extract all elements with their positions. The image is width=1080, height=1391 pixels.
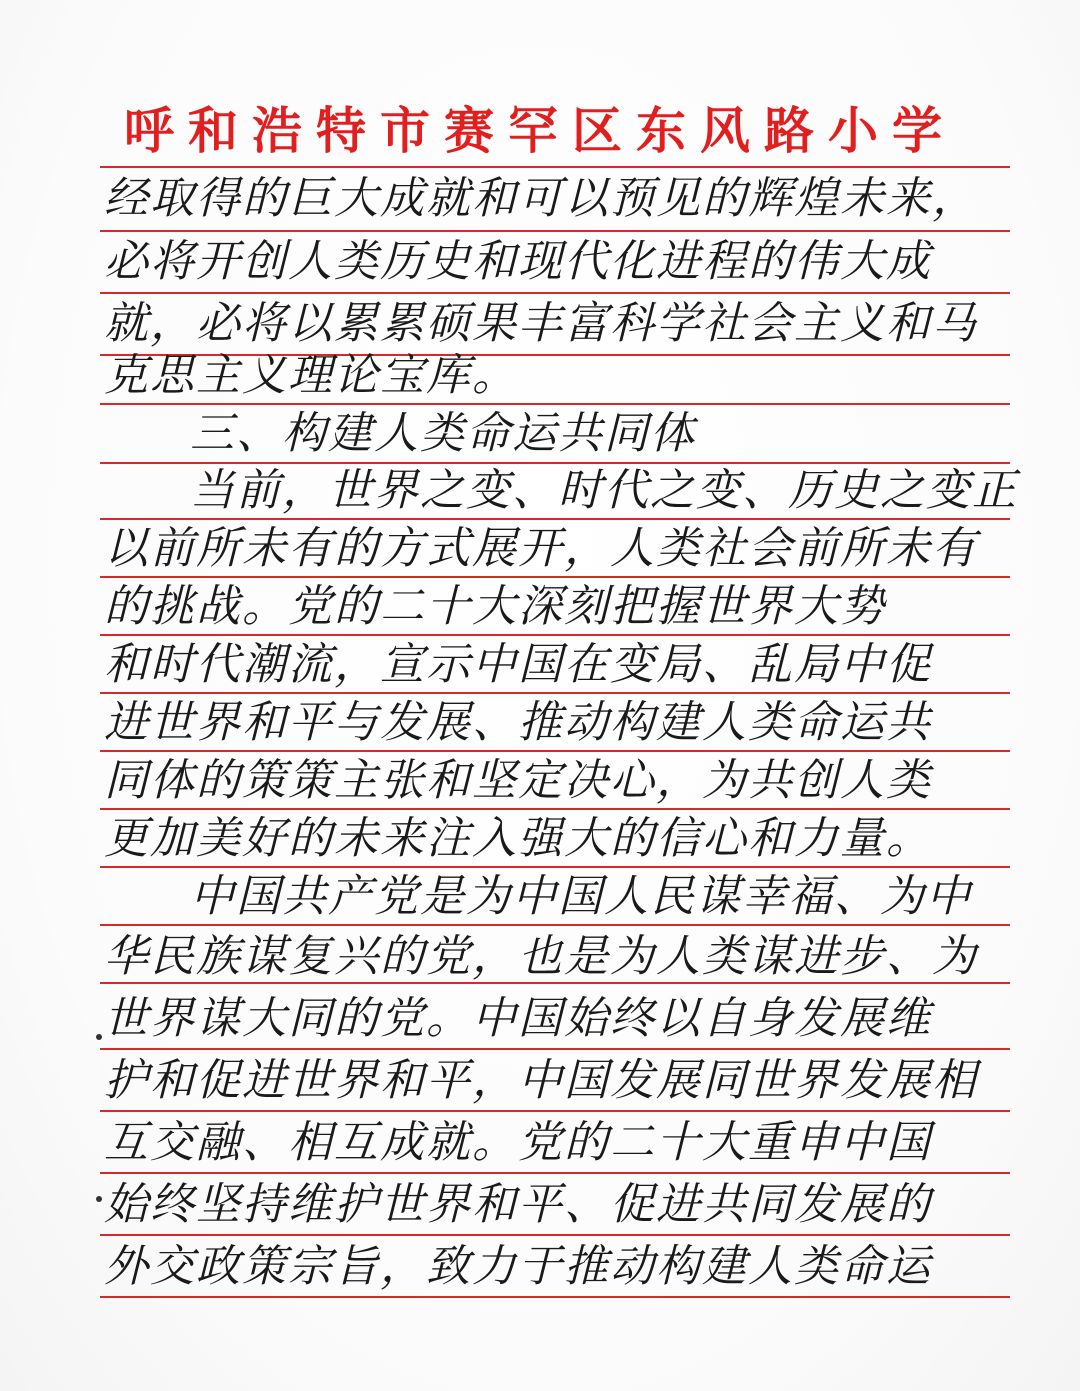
text-line: 经取得的巨大成就和可以预见的辉煌未来， — [104, 173, 978, 224]
text-line: 以前所未有的方式展开，人类社会前所未有 — [104, 523, 978, 574]
section-heading: 三、构建人类命运共同体 — [190, 408, 696, 459]
text-line: 克思主义理论宝库。 — [104, 350, 518, 401]
rule-line — [100, 1296, 1010, 1298]
text-line: 的挑战。党的二十大深刻把握世界大势 — [104, 581, 886, 632]
text-line: 必将开创人类历史和现代化进程的伟大成 — [104, 236, 932, 287]
rule-line — [100, 1234, 1010, 1236]
text-line: 进世界和平与发展、推动构建人类命运共 — [104, 697, 932, 748]
text-line: 中国共产党是为中国人民谋幸福、为中 — [190, 871, 972, 922]
rule-line — [100, 1048, 1010, 1050]
text-line: 就，必将以累累硕果丰富科学社会主义和马 — [104, 298, 978, 349]
rule-line — [100, 1110, 1010, 1112]
rule-line — [100, 166, 1010, 168]
text-line: 互交融、相互成就。党的二十大重申中国 — [104, 1117, 932, 1168]
text-line: 世界谋大同的党。中国始终以自身发展维 — [104, 993, 932, 1044]
text-line: 同体的策策主张和坚定决心，为共创人类 — [104, 755, 932, 806]
text-line: 更加美好的未来注入强大的信心和力量。 — [104, 813, 932, 864]
margin-dot — [96, 1196, 102, 1202]
rule-line — [100, 292, 1010, 294]
text-line: 和时代潮流，宣示中国在变局、乱局中促 — [104, 639, 932, 690]
text-line: 外交政策宗旨，致力于推动构建人类命运 — [104, 1241, 932, 1292]
text-line: 当前，世界之变、时代之变、历史之变正 — [190, 465, 1018, 516]
margin-dot — [96, 1034, 102, 1040]
rule-line — [100, 230, 1010, 232]
text-line: 华民族谋复兴的党，也是为人类谋进步、为 — [104, 931, 978, 982]
school-header: 呼和浩特市赛罕区东风路小学 — [124, 101, 956, 160]
text-line: 始终坚持维护世界和平、促进共同发展的 — [104, 1179, 932, 1230]
text-line: 护和促进世界和平，中国发展同世界发展相 — [104, 1055, 978, 1106]
rule-line — [100, 1172, 1010, 1174]
